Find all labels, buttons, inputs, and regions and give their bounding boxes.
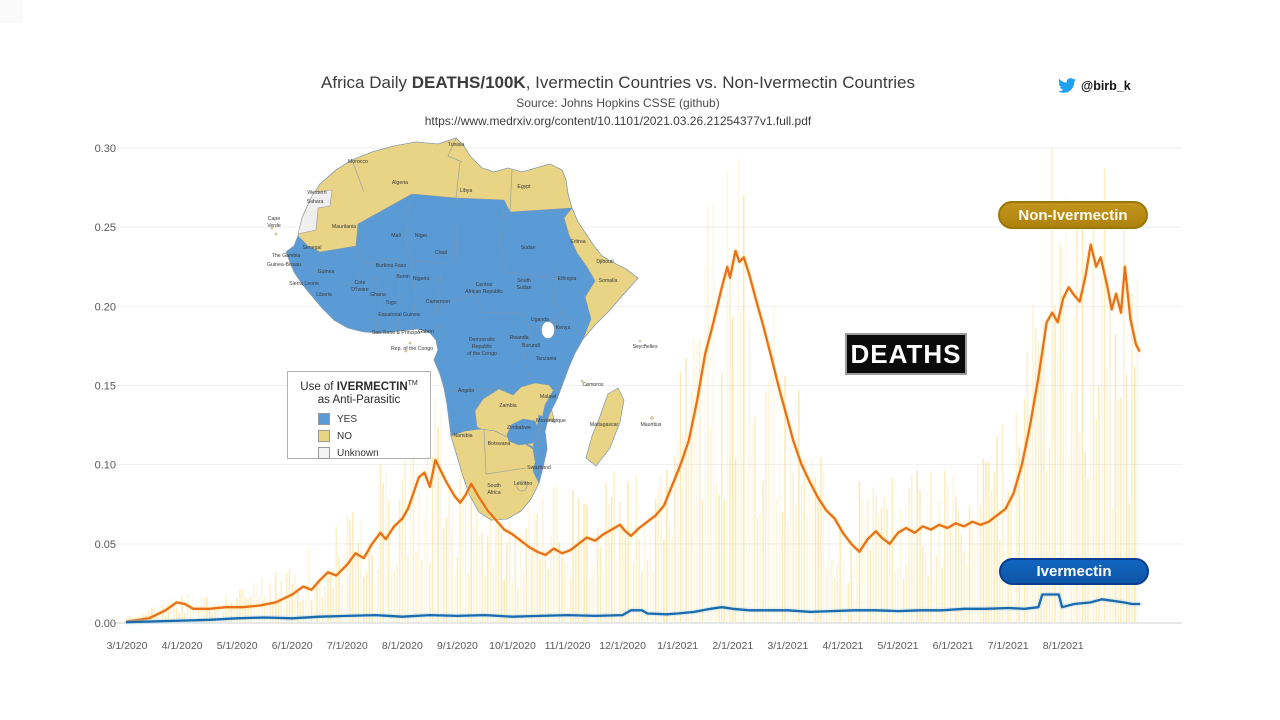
svg-text:2/1/2021: 2/1/2021 bbox=[712, 640, 754, 652]
svg-text:5/1/2020: 5/1/2020 bbox=[216, 640, 258, 652]
legend-label: NO bbox=[337, 430, 352, 442]
svg-text:Ghana: Ghana bbox=[370, 292, 386, 298]
ivermectin-series-label: Ivermectin bbox=[999, 558, 1149, 585]
svg-text:Benin: Benin bbox=[396, 274, 410, 280]
svg-text:1/1/2021: 1/1/2021 bbox=[657, 640, 699, 652]
svg-text:Cote: Cote bbox=[354, 280, 366, 286]
twitter-handle: @birb_k bbox=[1081, 78, 1131, 93]
page-title: Africa Daily DEATHS/100K, Ivermectin Countries vs. Non-Ivermectin Countries bbox=[321, 73, 915, 92]
svg-text:Rep. of the Congo: Rep. of the Congo bbox=[390, 346, 434, 352]
svg-text:Mauritius: Mauritius bbox=[640, 422, 662, 428]
svg-text:Togo: Togo bbox=[385, 300, 397, 306]
svg-text:Verde: Verde bbox=[267, 223, 281, 229]
svg-text:Uganda: Uganda bbox=[530, 317, 550, 323]
svg-text:Rwanda: Rwanda bbox=[509, 335, 529, 341]
chart-header bbox=[0, 72, 1236, 129]
svg-text:Malawi: Malawi bbox=[539, 394, 557, 400]
svg-text:Algeria: Algeria bbox=[391, 180, 409, 186]
svg-text:South: South bbox=[517, 278, 531, 284]
svg-text:Comoros: Comoros bbox=[582, 382, 604, 388]
svg-text:South: South bbox=[487, 483, 501, 489]
svg-text:0.25: 0.25 bbox=[94, 222, 116, 235]
svg-text:Cameroon: Cameroon bbox=[425, 299, 451, 305]
svg-text:The Gambia: The Gambia bbox=[271, 253, 301, 259]
svg-text:5/1/2021: 5/1/2021 bbox=[877, 640, 919, 652]
svg-text:Liberia: Liberia bbox=[316, 292, 332, 298]
svg-text:3/1/2021: 3/1/2021 bbox=[767, 640, 809, 652]
svg-text:Nigeria: Nigeria bbox=[412, 276, 430, 282]
svg-text:Seychelles: Seychelles bbox=[632, 344, 658, 350]
svg-text:Equatorial Guinea: Equatorial Guinea bbox=[378, 312, 420, 318]
svg-text:8/1/2021: 8/1/2021 bbox=[1042, 640, 1084, 652]
svg-text:0.20: 0.20 bbox=[94, 301, 116, 314]
svg-text:African Republic: African Republic bbox=[465, 289, 503, 295]
deaths-annotation: DEATHS bbox=[845, 333, 967, 375]
svg-text:Zimbabwe: Zimbabwe bbox=[507, 425, 531, 431]
svg-text:Gabon: Gabon bbox=[418, 329, 434, 335]
svg-text:0.00: 0.00 bbox=[94, 618, 116, 630]
svg-text:Namibia: Namibia bbox=[453, 433, 473, 439]
svg-text:Botswana: Botswana bbox=[487, 441, 511, 447]
svg-text:Africa: Africa bbox=[487, 490, 501, 496]
svg-text:Angola: Angola bbox=[457, 388, 475, 394]
svg-text:Sierra Leone: Sierra Leone bbox=[289, 281, 319, 287]
svg-text:6/1/2020: 6/1/2020 bbox=[271, 640, 313, 652]
legend-label: Unknown bbox=[337, 447, 379, 459]
svg-text:Western: Western bbox=[307, 190, 327, 196]
svg-text:Cape: Cape bbox=[267, 216, 281, 222]
svg-text:Libya: Libya bbox=[459, 188, 473, 194]
svg-text:7/1/2021: 7/1/2021 bbox=[987, 640, 1029, 652]
svg-text:Morocco: Morocco bbox=[348, 159, 368, 165]
svg-text:7/1/2020: 7/1/2020 bbox=[326, 640, 368, 652]
svg-text:Djibouti: Djibouti bbox=[596, 259, 614, 265]
svg-text:10/1/2020: 10/1/2020 bbox=[489, 640, 536, 652]
svg-text:0.05: 0.05 bbox=[94, 538, 116, 551]
svg-text:Sudan: Sudan bbox=[516, 285, 532, 291]
svg-text:Central: Central bbox=[475, 282, 493, 288]
svg-text:Democratic: Democratic bbox=[468, 337, 496, 343]
svg-text:6/1/2021: 6/1/2021 bbox=[932, 640, 974, 652]
svg-text:12/1/2020: 12/1/2020 bbox=[599, 640, 646, 652]
svg-text:Swaziland: Swaziland bbox=[527, 465, 551, 471]
svg-text:Tunisia: Tunisia bbox=[447, 142, 465, 148]
svg-text:4/1/2021: 4/1/2021 bbox=[822, 640, 864, 652]
svg-text:3/1/2020: 3/1/2020 bbox=[106, 640, 148, 652]
non-ivermectin-series-label: Non-Ivermectin bbox=[998, 201, 1148, 229]
svg-text:11/1/2020: 11/1/2020 bbox=[544, 640, 591, 652]
svg-text:4/1/2020: 4/1/2020 bbox=[161, 640, 203, 652]
svg-text:Sahara: Sahara bbox=[306, 199, 324, 205]
legend-label: YES bbox=[337, 413, 358, 425]
svg-text:Egypt: Egypt bbox=[517, 184, 531, 190]
svg-text:Somalia: Somalia bbox=[598, 278, 618, 284]
svg-text:Senegal: Senegal bbox=[302, 245, 322, 251]
svg-text:of the Congo: of the Congo bbox=[467, 351, 497, 357]
map-legend-title: Use of IVERMECTIN™ as Anti-Parasitic bbox=[300, 380, 418, 406]
paper-url: https://www.medrxiv.org/content/10.1101/2021.03.26.21254377v1.full.pdf bbox=[424, 114, 812, 128]
svg-text:0.10: 0.10 bbox=[94, 459, 116, 472]
svg-text:0.15: 0.15 bbox=[94, 380, 116, 393]
svg-text:Kenya: Kenya bbox=[555, 325, 571, 331]
svg-text:Republic: Republic bbox=[471, 344, 493, 350]
twitter-bird-icon bbox=[1058, 78, 1076, 93]
twitter-attribution bbox=[1058, 78, 1131, 93]
svg-text:Tanzania: Tanzania bbox=[535, 356, 557, 362]
svg-text:0.30: 0.30 bbox=[94, 143, 116, 156]
svg-text:9/1/2020: 9/1/2020 bbox=[436, 640, 478, 652]
svg-text:Mali: Mali bbox=[391, 233, 401, 239]
svg-text:Mozambique: Mozambique bbox=[536, 418, 566, 424]
svg-text:Chad: Chad bbox=[434, 250, 448, 256]
svg-text:Eritrea: Eritrea bbox=[570, 239, 586, 245]
svg-text:Sudan: Sudan bbox=[520, 245, 536, 251]
svg-text:Mauritania: Mauritania bbox=[331, 224, 357, 230]
source-subtitle: Source: Johns Hopkins CSSE (github) bbox=[516, 96, 720, 110]
svg-text:Guinea-Bissau: Guinea-Bissau bbox=[266, 262, 302, 268]
svg-text:Madagascar: Madagascar bbox=[589, 422, 619, 428]
svg-text:Niger: Niger bbox=[414, 233, 428, 239]
svg-text:Lesotho: Lesotho bbox=[513, 481, 533, 487]
svg-text:Burundi: Burundi bbox=[522, 343, 540, 349]
svg-text:Burkina Faso: Burkina Faso bbox=[375, 263, 407, 269]
svg-text:Guinea: Guinea bbox=[317, 269, 335, 275]
svg-text:8/1/2020: 8/1/2020 bbox=[381, 640, 423, 652]
svg-text:Ethiopia: Ethiopia bbox=[557, 276, 577, 282]
svg-text:D'Ivoire: D'Ivoire bbox=[351, 287, 369, 293]
svg-text:Sao Tome & Principe: Sao Tome & Principe bbox=[371, 330, 421, 336]
svg-text:Zambia: Zambia bbox=[499, 403, 517, 409]
